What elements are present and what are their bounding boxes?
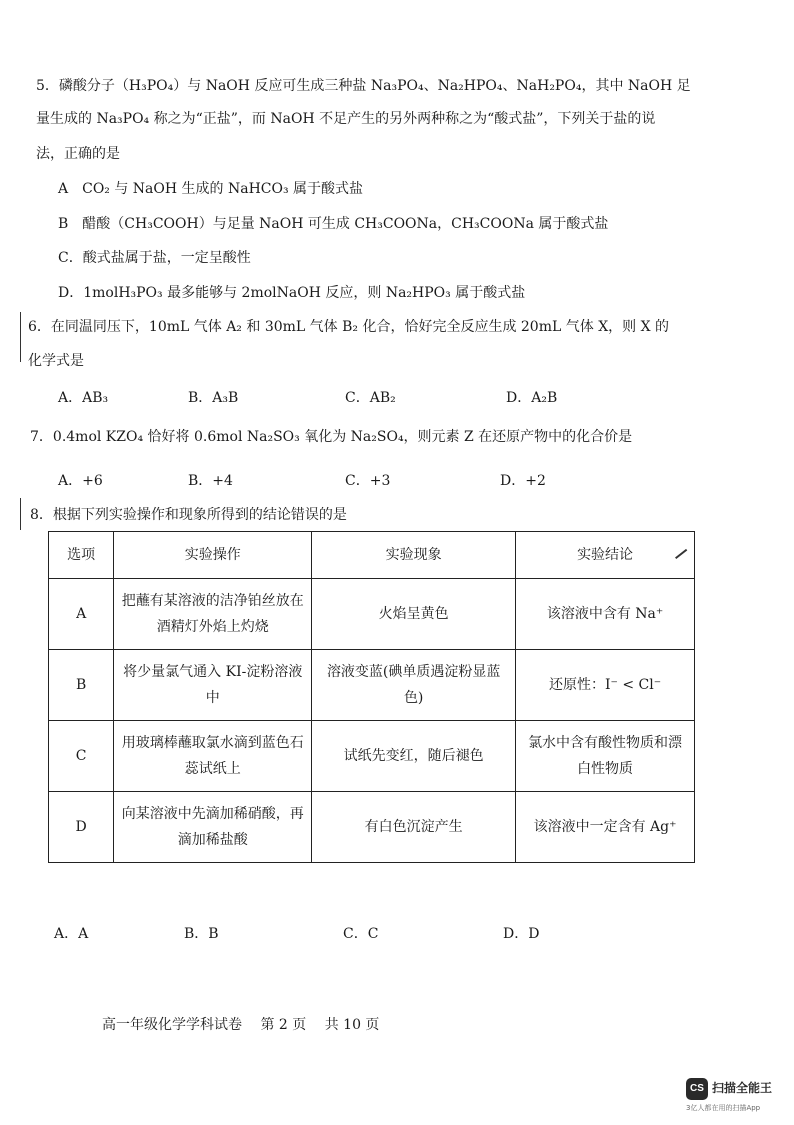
watermark-tagline: 3亿人都在用的扫描App [686, 1104, 761, 1112]
q8-option-c: C．C [343, 926, 379, 942]
header-conclusion: 实验结论 [516, 532, 695, 579]
q5-option-c: C．酸式盐属于盐，一定呈酸性 [58, 250, 251, 266]
q6-option-c: C．AB₂ [345, 390, 396, 406]
row-conclusion: 还原性：I⁻ < Cl⁻ [516, 650, 695, 721]
table-row [49, 650, 695, 721]
watermark-name: 扫描全能王 [712, 1081, 773, 1095]
header-option: 选项 [49, 532, 114, 579]
page-footer [102, 1014, 393, 1034]
q6-stem-line1: 6．在同温同压下，10mL 气体 A₂ 和 30mL 气体 B₂ 化合，恰好完全反应生成 20mL 气体 X，则 X 的 [28, 319, 670, 335]
row-conclusion: 氯水中含有酸性物质和漂白性物质 [516, 721, 695, 792]
table-header-row [49, 532, 695, 579]
header-phenomenon: 实验现象 [312, 532, 516, 579]
row-phenomenon: 有白色沉淀产生 [312, 792, 516, 863]
footer-total: 共 10 页 [324, 1017, 380, 1033]
row-operation: 将少量氯气通入 KI-淀粉溶液中 [114, 650, 312, 721]
pen-bracket-mark [20, 312, 21, 362]
row-conclusion: 该溶液中一定含有 Ag⁺ [516, 792, 695, 863]
row-operation: 把蘸有某溶液的洁净铂丝放在酒精灯外焰上灼烧 [114, 579, 312, 650]
q6-option-a: A．AB₃ [58, 390, 109, 406]
table-row [49, 792, 695, 863]
q5-option-a: A CO₂ 与 NaOH 生成的 NaHCO₃ 属于酸式盐 [58, 181, 364, 197]
table-row [49, 579, 695, 650]
row-conclusion: 该溶液中含有 Na⁺ [516, 579, 695, 650]
footer-page: 第 2 页 [260, 1017, 307, 1033]
q5-stem-line1: 5．磷酸分子（H₃PO₄）与 NaOH 反应可生成三种盐 Na₃PO₄、Na₂HPO₄、NaH₂PO₄，其中 NaOH 足 [36, 78, 691, 94]
row-label: C [49, 721, 114, 792]
q6-option-d: D．A₂B [506, 390, 558, 406]
q5-option-b: B 醋酸（CH₃COOH）与足量 NaOH 可生成 CH₃COONa，CH₃COONa 属于酸式盐 [58, 216, 609, 232]
footer-title: 高一年级化学学科试卷 [102, 1017, 242, 1033]
q6-option-b: B．A₃B [188, 390, 239, 406]
table-row [49, 721, 695, 792]
q7-option-a: A．+6 [58, 473, 103, 489]
row-phenomenon: 火焰呈黄色 [312, 579, 516, 650]
q5-option-d: D．1molH₃PO₃ 最多能够与 2molNaOH 反应，则 Na₂HPO₃ 属于酸式盐 [58, 285, 526, 301]
q8-stem: 8．根据下列实验操作和现象所得到的结论错误的是 [30, 507, 347, 523]
experiment-table [48, 531, 695, 863]
q7-option-d: D．+2 [500, 473, 546, 489]
row-operation: 用玻璃棒蘸取氯水滴到蓝色石蕊试纸上 [114, 721, 312, 792]
q8-option-b: B．B [184, 926, 219, 942]
row-operation: 向某溶液中先滴加稀硝酸，再滴加稀盐酸 [114, 792, 312, 863]
camscanner-logo-icon: CS [686, 1078, 708, 1100]
row-label: A [49, 579, 114, 650]
q8-option-a: A．A [54, 926, 89, 942]
q8-option-d: D．D [503, 926, 540, 942]
q6-stem-line2: 化学式是 [28, 353, 84, 369]
q7-stem: 7．0.4mol KZO₄ 恰好将 0.6mol Na₂SO₃ 氧化为 Na₂SO₄，则元素 Z 在还原产物中的化合价是 [30, 429, 633, 445]
header-operation: 实验操作 [114, 532, 312, 579]
q7-option-c: C．+3 [345, 473, 391, 489]
row-phenomenon: 试纸先变红，随后褪色 [312, 721, 516, 792]
q5-stem-line2: 量生成的 Na₃PO₄ 称之为“正盐”，而 NaOH 不足产生的另外两种称之为“酸式盐”，下列关于盐的说 [36, 111, 656, 127]
row-phenomenon: 溶液变蓝(碘单质遇淀粉显蓝色) [312, 650, 516, 721]
q5-stem-line3: 法，正确的是 [36, 146, 120, 162]
q7-option-b: B．+4 [188, 473, 233, 489]
row-label: D [49, 792, 114, 863]
pen-bracket-mark [20, 498, 21, 530]
row-label: B [49, 650, 114, 721]
